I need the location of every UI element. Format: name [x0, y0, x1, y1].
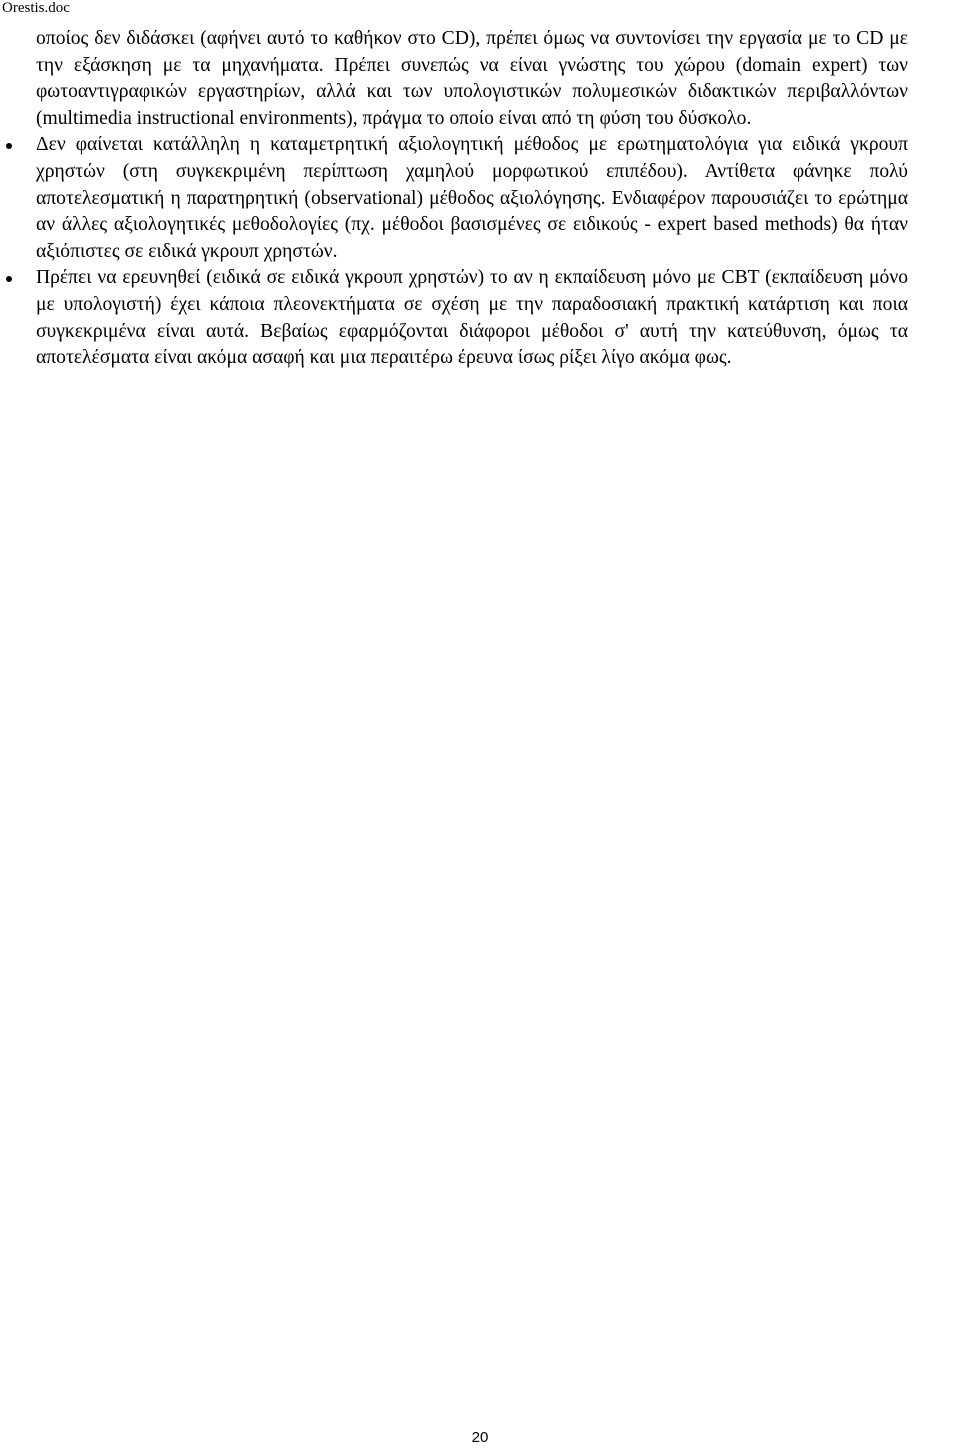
bullet-item-evaluation-method: [36, 132, 908, 265]
bullet-item-cbt-research: [36, 265, 908, 371]
bullet-text: Πρέπει να ερευνηθεί (ειδικά σε ειδικά γκρουπ χρηστών) το αν η εκπαίδευση μόνο με CBT (εκπαίδευση μόνο με υπολογιστή) έχει κάποια πλεονεκτήματα σε σχέση με την παραδοσιακή πρακτική κατάρτιση και ποια συγκεκριμένα είναι αυτά. Βεβαίως εφαρμόζονται διάφοροι μέθοδοι σ' αυτή την κατεύθυνση, όμως τα αποτελέσματα είναι ακόμα ασαφή και μια περαιτέρω έρευνα ίσως ρίξει λίγο ακόμα φως.: [36, 267, 908, 369]
bullet-dot-icon: [6, 143, 12, 149]
document-filename: Orestis.doc: [2, 0, 70, 16]
document-body: [36, 26, 908, 372]
bullet-dot-icon: [6, 276, 12, 282]
bullet-list: [36, 132, 908, 371]
bullet-text: Δεν φαίνεται κατάλληλη η καταμετρητική αξιολογητική μέθοδος με ερωτηματολόγια για ειδικά γκρουπ χρηστών (στη συγκεκριμένη περίπτωση χαμηλού μορφωτικού επιπέδου). Αντίθετα φάνηκε πολύ αποτελεσματική η παρατηρητική (observational) μέθοδος αξιολόγησης. Ενδιαφέρον παρουσιάζει το ερώτημα αν άλλες αξιολογητικές μεθοδολογίες (πχ. μέθοδοι βασισμένες σε ειδικούς - expert based methods) θα ήταν αξιόπιστες σε ειδικά γκρουπ χρηστών.: [36, 134, 908, 262]
continuation-paragraph: οποίος δεν διδάσκει (αφήνει αυτό το καθήκον στο CD), πρέπει όμως να συντονίσει την εργασία με το CD με την εξάσκηση με τα μηχανήματα. Πρέπει συνεπώς να είναι γνώστης του χώρου (domain expert) των φωτοαντιγραφικών εργαστηρίων, αλλά και των υπολογιστικών πολυμεσικών διδακτικών περιβαλλόντων (multimedia instructional environments), πράγμα το οποίο είναι από τη φύση του δύσκολο.: [36, 28, 908, 129]
page-number: 20: [471, 1429, 489, 1446]
